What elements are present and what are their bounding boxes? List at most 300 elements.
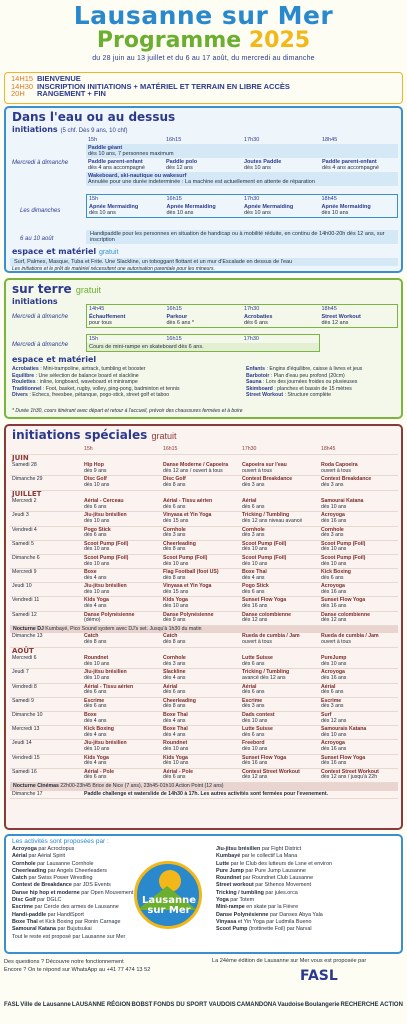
partner-item bbox=[216, 875, 401, 882]
activity-name: Contest Breakdance bbox=[242, 476, 293, 483]
activity-age: dès 16 ans bbox=[321, 517, 347, 524]
activity-age: ouvert à tous bbox=[321, 467, 351, 474]
activity-age: dès 4 ans bbox=[84, 717, 107, 724]
time-header bbox=[87, 305, 397, 313]
activity-age: dès 4 ans bbox=[84, 574, 107, 581]
activity-age: dès 9 ans bbox=[163, 617, 186, 624]
partner-activity: Mini-rampe bbox=[216, 904, 245, 911]
dimanche-17 bbox=[10, 791, 398, 800]
activity-name: Danse colombienne bbox=[321, 611, 371, 618]
activity-age: dès 16 ans bbox=[321, 745, 347, 752]
earth-equip-left bbox=[12, 366, 242, 399]
day-label: Mercredi 6 bbox=[12, 655, 37, 662]
schedule-row bbox=[10, 726, 398, 740]
activity-name: Wakeboard, ski-nautique ou wakesurf bbox=[88, 173, 187, 179]
activity-cell bbox=[240, 583, 319, 596]
activity-name: Kids Yoga bbox=[84, 597, 109, 604]
activity-age: dès 12 ans niveau avancé bbox=[242, 517, 303, 524]
activity-cell bbox=[319, 684, 398, 697]
activity-cell bbox=[319, 633, 398, 646]
equip-desc: : inline, longboard, waveboard et minirampe bbox=[37, 379, 138, 386]
title-year: 2025 bbox=[248, 28, 311, 53]
equip-name: Sauna bbox=[246, 379, 262, 386]
activity-name: Échauffement bbox=[89, 314, 126, 320]
activity-name: Acroyoga bbox=[321, 669, 345, 676]
row-label: Mercredi à dimanche bbox=[12, 160, 69, 166]
partner-org: par JDS Events bbox=[73, 882, 111, 889]
equip-item bbox=[246, 392, 398, 399]
activity-age: dès 10 ans bbox=[321, 210, 349, 216]
activity-age: dès 10 ans, 7 personnes maximum bbox=[88, 151, 174, 157]
activity-age: dès 12 ans bbox=[321, 320, 349, 326]
title-line2 bbox=[0, 29, 407, 53]
partner-activity: Jiu-jitsu brésilien bbox=[216, 846, 261, 852]
activity-age: dès 10 ans bbox=[163, 745, 189, 752]
water-section bbox=[4, 106, 403, 273]
activity-name: Sunset Flow Yoga bbox=[242, 754, 287, 761]
activity-cell bbox=[161, 655, 240, 668]
activity-age: avancé dès 12 ans bbox=[242, 675, 286, 681]
activity-cell bbox=[82, 698, 161, 711]
activity-age: dès 10 ans bbox=[321, 660, 347, 667]
equip-name: Acrobaties bbox=[12, 366, 39, 372]
activity-name: Street Workout bbox=[321, 314, 361, 320]
activity-age: dès 4 ans bbox=[84, 760, 107, 767]
activity-name: Aérial bbox=[242, 683, 257, 690]
special-title bbox=[6, 426, 401, 442]
dim17-text: Paddle challenge et waterslide de 14h30 à 17h. Les autres activités sont fermées pour l'evenement. bbox=[84, 790, 328, 797]
equip-item bbox=[12, 366, 242, 373]
sponsor-logo: LAUSANNE RÉGION bbox=[71, 1002, 131, 1008]
activity-cell bbox=[161, 698, 240, 711]
activity-cell bbox=[240, 655, 319, 668]
activity-cell bbox=[82, 498, 161, 511]
activity-cell bbox=[319, 476, 398, 489]
activity-cell bbox=[161, 597, 240, 610]
activity-age: dès 6 ans bbox=[84, 503, 107, 510]
day-label: Vendredi 4 bbox=[12, 526, 37, 533]
activity-name: Kick Boxing bbox=[321, 569, 351, 576]
activity-age: dès 12 ans bbox=[321, 617, 347, 624]
partner-org: et Kick Boxing par Ronin Carnage bbox=[39, 918, 121, 925]
activity-age: dès 16 ans bbox=[242, 603, 268, 610]
nocturne-cine-label: Nocturne Cinémas bbox=[13, 782, 59, 789]
sponsor-logo: BOBST bbox=[131, 1002, 153, 1008]
nocturne-dj-text: Kumbayé, Pico Sound system avec DJ's set. Jusqu'à 1h30 du matin bbox=[45, 625, 202, 632]
activity-age: dès 10 ans bbox=[242, 546, 268, 553]
sponsor-logo: Ville de Lausanne bbox=[20, 1002, 71, 1008]
partner-activity: Cornhole bbox=[12, 860, 36, 867]
activity-age: dès 10 ans bbox=[84, 675, 110, 681]
activity-age: dès 10 ans bbox=[242, 745, 268, 752]
activity-cell bbox=[240, 597, 319, 610]
time-cell: 15h bbox=[89, 196, 99, 202]
month-juillet: JUILLET bbox=[12, 489, 42, 498]
partner-org: (trottinette Foil) par Narval bbox=[248, 926, 312, 933]
activity-cell bbox=[319, 541, 398, 554]
water-title: Dans l'eau ou au dessus bbox=[12, 110, 176, 124]
initiations-label: initiations bbox=[12, 125, 58, 134]
activity-cell bbox=[319, 669, 398, 682]
activity-cell bbox=[319, 755, 398, 768]
sponsor-logo: Boulangerie bbox=[304, 1002, 340, 1008]
day-label: Samedi 28 bbox=[12, 462, 37, 469]
schedule-row bbox=[10, 512, 398, 526]
activity-age: dès 10 ans bbox=[244, 165, 271, 171]
schedule-label: INSCRIPTION INITIATIONS + MATÉRIEL ET TERRAIN EN LIBRE ACCÈS bbox=[37, 81, 290, 91]
nocturne-cine-text: 22h00-23h45 Brice de Nice (7 ans), 23h45-01h10 Action Point (12 ans) bbox=[60, 782, 224, 789]
schedule-row bbox=[10, 712, 398, 726]
partner-org: par le Club des lutteurs de Lsne et environ bbox=[230, 860, 332, 867]
schedule-row bbox=[10, 612, 398, 626]
activity-age: dès 12 ans / ouvert à tous bbox=[163, 467, 223, 474]
equip-item bbox=[246, 373, 398, 380]
earth-note: * Durée 1h30, cours itinérant avec départ et retour à l'accueil, prévoir des chaussures fermées et à boire bbox=[12, 408, 243, 414]
activity-age: dès 10 ans bbox=[244, 210, 271, 216]
activity-cell bbox=[82, 633, 161, 646]
activity-cell bbox=[240, 541, 319, 554]
schedule-time: 14H15 bbox=[11, 74, 34, 83]
partner-org: par Totem bbox=[230, 897, 255, 904]
activity-cell bbox=[82, 512, 161, 525]
activity-name: Scoot Pump (Foil) bbox=[321, 554, 366, 561]
activity-age: dès 10 ans bbox=[321, 503, 347, 510]
partner-activity: Tricking / tumbling bbox=[216, 889, 264, 896]
partner-item bbox=[12, 934, 192, 941]
activity-name: Capoeira sur l'eau bbox=[242, 462, 287, 469]
equip-item bbox=[12, 392, 242, 399]
activity-age: dès 4 ans accompagné bbox=[322, 165, 379, 171]
partner-item bbox=[216, 882, 401, 889]
activity-age: dès 16 ans bbox=[242, 760, 268, 767]
activity-cell bbox=[319, 498, 398, 511]
activity-cell bbox=[319, 726, 398, 739]
time-cell: 15h bbox=[89, 336, 99, 342]
partner-org: par Swiss Power Wrestling bbox=[28, 875, 93, 882]
activity-name: Cornhole bbox=[163, 655, 186, 662]
activity-age: dès 10 ans bbox=[321, 546, 347, 553]
equip-item bbox=[246, 366, 398, 373]
activity-name: Apnée Mermaiding bbox=[166, 204, 216, 210]
time-cell: 17h30 bbox=[244, 196, 260, 202]
activity-name: Jiu-jitsu brésilien bbox=[84, 512, 127, 519]
sponsor-logo: Vaudoise bbox=[277, 1002, 304, 1008]
activity-name: Sunset Flow Yoga bbox=[321, 754, 366, 761]
activity-name: Contest Street Workout bbox=[242, 768, 300, 775]
earth-equip-right bbox=[246, 366, 398, 399]
schedule-time: 14H30 bbox=[11, 81, 34, 91]
earth-free: gratuit bbox=[75, 285, 101, 295]
day-label: Jeudi 14 bbox=[12, 740, 32, 747]
activity-age: dès 6 ans bbox=[242, 660, 265, 667]
activity-cell bbox=[82, 684, 161, 697]
activity-age: dès 6 ans bbox=[242, 588, 265, 595]
activity-name: Boxe Thaï bbox=[163, 711, 188, 718]
activity-cell bbox=[161, 498, 240, 511]
partner-item bbox=[216, 926, 401, 933]
activity-name: Escrime bbox=[242, 697, 263, 704]
partner-org: par Fight District bbox=[261, 846, 302, 852]
activity-age: dès 8 ans bbox=[163, 639, 186, 646]
title-programme: Programme bbox=[96, 28, 242, 53]
activity-name: Vinyasa et Yin Yoga bbox=[163, 583, 212, 590]
time-cell: 17h30 bbox=[242, 446, 257, 452]
time-header bbox=[86, 136, 398, 144]
activity-name: Scoot Pump (Foil) bbox=[321, 540, 366, 547]
activity-name: Aérial bbox=[321, 683, 336, 690]
month-juin: JUIN bbox=[12, 453, 29, 462]
activity-name: Apnée Mermaiding bbox=[244, 204, 294, 210]
activity-cell bbox=[319, 512, 398, 525]
footer-q1[interactable]: Des questions ? Découvre notre fonctionnement bbox=[4, 959, 124, 965]
activity-cell bbox=[161, 712, 240, 725]
partners-title: Les activités sont proposées par : bbox=[12, 838, 109, 845]
activity-cell bbox=[82, 612, 161, 625]
equip-name: Divers bbox=[12, 392, 28, 399]
activity-age: dès 8 ans bbox=[163, 546, 186, 553]
nocturne-dj bbox=[10, 626, 398, 634]
partners-section bbox=[4, 834, 403, 954]
activity-name: Pogo Stick bbox=[84, 526, 111, 533]
special-grid bbox=[10, 446, 398, 799]
activity-age: dès 3 ans bbox=[321, 481, 344, 488]
activity-cell bbox=[240, 769, 319, 782]
partner-org: par Pure Jump Lausanne bbox=[245, 867, 306, 874]
activity-age: dès 8 ans bbox=[84, 639, 107, 646]
schedule-row bbox=[10, 655, 398, 669]
day-label: Dimanche 29 bbox=[12, 476, 43, 483]
activity-age: dès 10 ans bbox=[89, 210, 116, 216]
schedule-label: RANGEMENT + FIN bbox=[37, 89, 106, 98]
activity-cell bbox=[240, 740, 319, 753]
activity-name: Danse Polynésienne bbox=[163, 611, 214, 618]
activity-name: Kids Yoga bbox=[163, 754, 188, 761]
earth-section bbox=[4, 278, 403, 419]
activity-age: dès 6 ans bbox=[244, 320, 268, 326]
activity-name: Danse colombienne bbox=[242, 611, 292, 618]
activity-name: Scoot Pump (Foil) bbox=[242, 554, 287, 561]
partner-activity: Handi-paddle bbox=[12, 911, 47, 918]
activity-cell bbox=[82, 740, 161, 753]
activity-age: dès 3 ans bbox=[163, 532, 186, 539]
footer-q2[interactable]: Encore ? On te répond sur WhatsApp au +41 77 474 13 52 bbox=[4, 967, 151, 973]
footer-edition: La 24ème édition de Lausanne sur Mer vous est proposée par bbox=[212, 958, 367, 964]
water-equip-line: Surf, Palmes, Masque, Tuba et Frite. Une Slackline, un toboggant flottant et un mur d'Escalade en dessus de l'eau bbox=[10, 258, 398, 266]
activity-cell bbox=[82, 655, 161, 668]
mini-rampe-row bbox=[87, 343, 319, 351]
row-label: 6 au 10 août bbox=[20, 236, 54, 242]
activity-age: dès 12 ans / jusqu'à 22h bbox=[321, 774, 378, 781]
time-cell: 18h45 bbox=[322, 137, 338, 143]
activity-age: dès 6 ans bbox=[242, 689, 265, 696]
partner-org: par jules.orca bbox=[265, 889, 298, 896]
schedule-row bbox=[10, 669, 398, 683]
partner-org: par HandiSport bbox=[47, 911, 84, 918]
activity-age: dès 6 ans bbox=[321, 689, 344, 696]
time-cell: 16h15 bbox=[166, 196, 182, 202]
activity-age: dès 6 ans bbox=[84, 689, 107, 696]
activity-name: Freebord bbox=[242, 740, 265, 747]
activity-age: (démo) bbox=[84, 617, 101, 624]
time-cell: 17h30 bbox=[243, 336, 259, 342]
activity-cell bbox=[161, 541, 240, 554]
activity-name: Parkour bbox=[166, 314, 188, 320]
schedule-label: BIENVENUE bbox=[37, 74, 81, 83]
activity-name: Pogo Stick bbox=[242, 583, 269, 590]
activity-cell bbox=[319, 569, 398, 582]
activity-name: Flag Football (foot US) bbox=[163, 569, 219, 576]
activity-cell bbox=[240, 633, 319, 646]
partner-activity: Danse hip hop et moderne bbox=[12, 889, 80, 896]
activity-name: Contest Breakdance bbox=[321, 476, 372, 483]
equip-desc: : planches et bassin de 15 mètres bbox=[274, 385, 352, 392]
day-label: Jeudi 10 bbox=[12, 583, 32, 590]
schedule-row bbox=[11, 90, 396, 98]
activity-age: dès 6 ans * bbox=[166, 320, 195, 326]
day-label: Dimanche 10 bbox=[12, 711, 43, 718]
activity-age: dès 10 ans bbox=[163, 760, 189, 767]
water-grid bbox=[86, 136, 398, 186]
activity-age: dès 10 ans bbox=[163, 603, 189, 610]
activity-cell bbox=[161, 740, 240, 753]
partner-activity: Vinyasa bbox=[216, 918, 237, 925]
day-label: Vendredi 15 bbox=[12, 754, 40, 761]
equip-desc: : Mini-trampoline, airtrack, tumbling et booster bbox=[40, 366, 146, 372]
activity-name: PureJump bbox=[321, 655, 347, 662]
time-cell: 16h15 bbox=[166, 336, 182, 342]
activity-age: dès 6 ans bbox=[163, 774, 186, 781]
row-label: Mercredi à dimanche bbox=[12, 342, 69, 348]
activity-cell bbox=[161, 612, 240, 625]
activity-name: Cheerleading bbox=[163, 697, 196, 704]
activity-cell bbox=[240, 527, 319, 540]
equip-item bbox=[12, 386, 242, 393]
earth-equip-title: espace et matériel bbox=[12, 355, 97, 364]
day-label: Dimanche 13 bbox=[12, 633, 43, 640]
activity-age: dès 16 ans bbox=[321, 588, 347, 595]
activity-name: Kids Yoga bbox=[84, 754, 109, 761]
partner-activity: Yoga bbox=[216, 897, 229, 904]
activity-cell bbox=[319, 655, 398, 668]
activity-name: Dads contest bbox=[242, 711, 275, 718]
activity-cell bbox=[82, 669, 161, 682]
equip-name: Enfants bbox=[246, 366, 266, 372]
activity-cell bbox=[161, 527, 240, 540]
handipaddle-bar: Handipaddle pour les personnes en situation de handicap ou à mobilité réduite, en continu de 14h00-20h dès 12 ans, sur inscription bbox=[86, 230, 398, 244]
activity-cell bbox=[240, 669, 319, 682]
mini-rampe-grid bbox=[86, 334, 320, 352]
activity-name: Rueda de cumbia / Jam bbox=[321, 633, 379, 640]
activity-age: dès 8 ans bbox=[163, 481, 186, 488]
sponsor-logo: CAMANDONA bbox=[236, 1002, 277, 1008]
time-header bbox=[10, 446, 398, 455]
activity-age: dès 3 ans bbox=[242, 532, 265, 539]
activity-name: Samourais Katana bbox=[321, 726, 367, 733]
time-cell: 17h30 bbox=[244, 306, 260, 312]
activity-name: Kids Yoga bbox=[163, 597, 188, 604]
activity-age: dès 3 ans bbox=[242, 481, 265, 488]
activity-age: dès 16 ans bbox=[321, 675, 347, 681]
activity-cell bbox=[161, 476, 240, 489]
activity-cell bbox=[240, 755, 319, 768]
activity-cell bbox=[240, 698, 319, 711]
partner-activity: Cheerleading bbox=[12, 867, 47, 874]
schedule-time: 20H bbox=[11, 89, 25, 98]
equip-desc: : Echecs, freesbee, pétanque, pogo-stick, street golf et taboo bbox=[29, 392, 170, 399]
activity-name: Danse Moderne / Capoeira bbox=[163, 462, 229, 469]
activity-age: dès 6 ans bbox=[84, 703, 107, 710]
partner-activity: Scoot Pump bbox=[216, 926, 248, 933]
partner-org: par Angels Cheerleaders bbox=[47, 867, 107, 874]
activity-cell bbox=[319, 527, 398, 540]
paddle-row bbox=[86, 158, 398, 172]
activity-name: Lutte Suisse bbox=[242, 726, 273, 733]
partner-org: par Acroctopus bbox=[38, 846, 75, 852]
schedule-row bbox=[10, 740, 398, 754]
equip-name: Skimboard bbox=[246, 385, 273, 392]
activity-age: dès 8 ans bbox=[163, 574, 186, 581]
time-cell: 18h45 bbox=[321, 446, 336, 452]
activity-name: Paddle parent-enfant bbox=[322, 159, 377, 165]
partners-right bbox=[216, 846, 401, 934]
activity-name: Jiu-jitsu brésilien bbox=[84, 669, 127, 676]
nocturne-cinema bbox=[10, 783, 398, 791]
equip-free: gratuit bbox=[98, 249, 119, 256]
activity-name: Kick Boxing bbox=[84, 726, 114, 733]
activity-name: Scoot Pump (Foil) bbox=[84, 554, 129, 561]
activity-age: dès 3 ans bbox=[163, 660, 186, 667]
activity-cell bbox=[161, 512, 240, 525]
activity-cell bbox=[82, 755, 161, 768]
month-aout: AOÛT bbox=[12, 646, 34, 655]
apnea-row bbox=[87, 203, 397, 217]
day-label: Samedi 12 bbox=[12, 611, 37, 618]
activity-name: Danse Polynésienne bbox=[84, 611, 135, 618]
activity-cell bbox=[240, 569, 319, 582]
activity-name: Rueda de cumbia / Jam bbox=[242, 633, 300, 640]
partner-activity: Danse Polynésienne bbox=[216, 911, 269, 918]
partner-item bbox=[12, 853, 192, 860]
equip-item bbox=[12, 379, 242, 386]
partner-org: par Bujutsukai bbox=[57, 926, 92, 933]
activity-name: Aérial - Pole bbox=[163, 768, 193, 775]
fasl-logo: FASL bbox=[300, 968, 338, 984]
logo-text: Lausanne sur Mer bbox=[142, 895, 196, 916]
activity-name: Samourai Katana bbox=[321, 498, 364, 505]
cancel-note: Annulée pour une durée indeterminée : La machine est actuellement en attente de réparation bbox=[88, 179, 315, 185]
activity-age: dès 3 ans bbox=[242, 703, 265, 710]
footer-questions bbox=[4, 958, 150, 974]
schedule-row bbox=[10, 555, 398, 569]
activity-cell bbox=[240, 712, 319, 725]
activity-cell bbox=[161, 726, 240, 739]
time-cell: 15h bbox=[84, 446, 93, 452]
activity-name: Jiu-jitsu brésilien bbox=[84, 740, 127, 747]
schedule-row bbox=[10, 569, 398, 583]
activity-cell bbox=[240, 726, 319, 739]
activity-name: Disc Golf bbox=[163, 476, 186, 483]
header bbox=[0, 0, 407, 62]
activity-age: dès 4 ans bbox=[242, 574, 265, 581]
activity-name: Boxe bbox=[84, 711, 97, 718]
activity-age: dès 10 ans bbox=[321, 731, 347, 738]
activity-age: dès 4 ans bbox=[163, 675, 186, 681]
activity-name: Surf bbox=[321, 711, 332, 718]
activity-cell bbox=[319, 769, 398, 782]
partner-activity: Contest de Breakdance bbox=[12, 882, 72, 889]
day-label: Vendredi 11 bbox=[12, 597, 40, 604]
activity-name: Tricking / Tumbling bbox=[242, 669, 290, 676]
